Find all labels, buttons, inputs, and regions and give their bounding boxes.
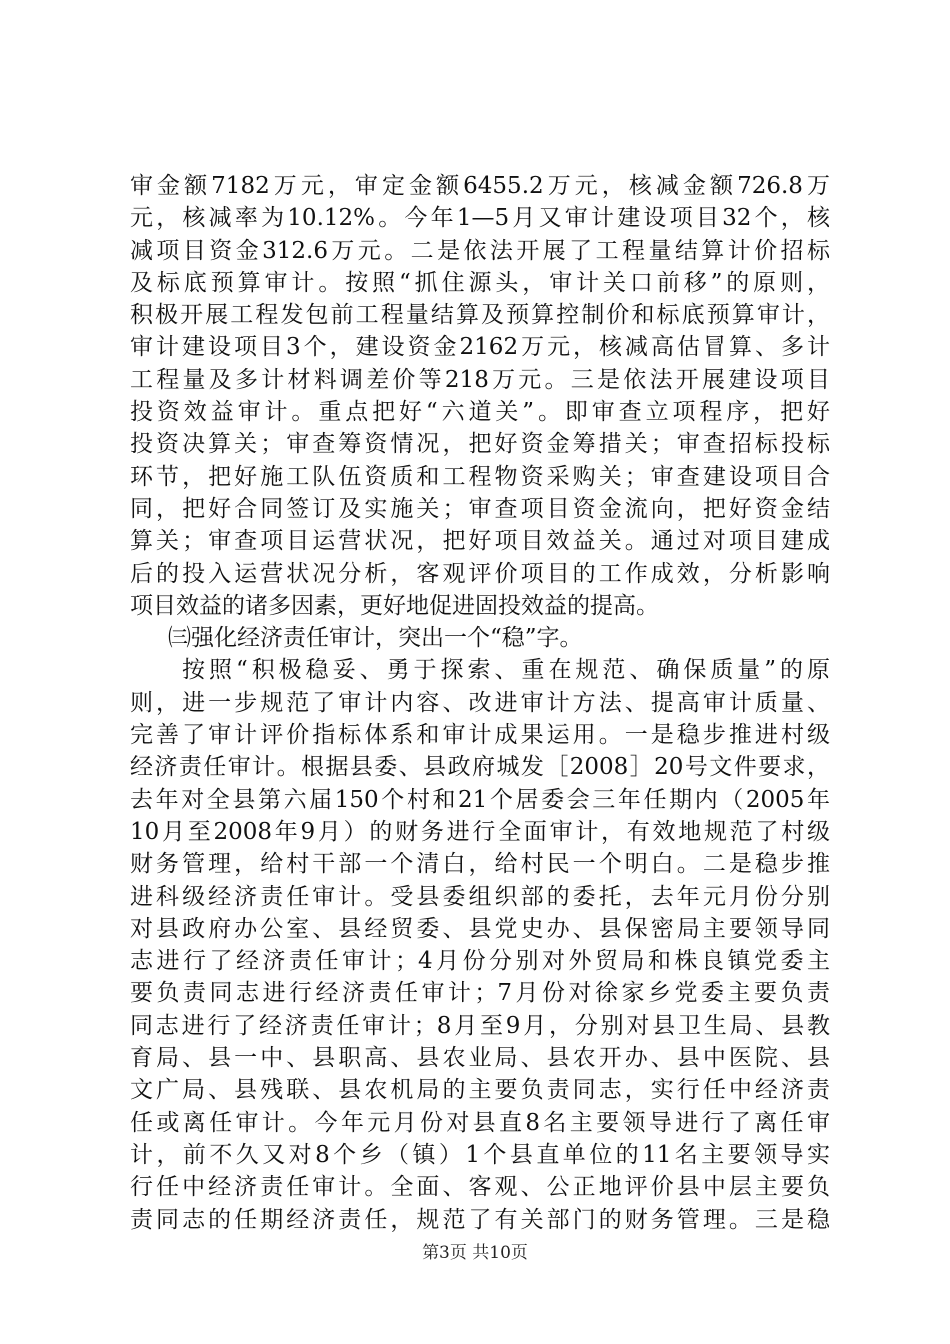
text-line: 及标底预算审计。按照“抓住源头，审计关口前移”的原则， [130,269,830,296]
text-line: 积极开展工程发包前工程量结算及预算控制价和标底预算审计， [130,302,830,329]
text-line: 完善了审计评价指标体系和审计成果运用。一是稳步推进村级 [130,722,830,749]
text-line: 文广局、县残联、县农机局的主要负责同志，实行任中经济责 [130,1077,830,1104]
text-line: 按照“积极稳妥、勇于探索、重在规范、确保质量”的原 [182,657,830,684]
text-line: 责同志的任期经济责任，规范了有关部门的财务管理。三是稳 [130,1206,830,1233]
text-line: 投资决算关；审查筹资情况，把好资金筹措关；审查招标投标 [130,431,830,458]
text-line: 算关；审查项目运营状况，把好项目效益关。通过对项目建成 [130,528,830,555]
text-line: 财务管理，给村干部一个清白，给村民一个明白。二是稳步推 [130,851,830,878]
text-line: 对县政府办公室、县经贸委、县党史办、县保密局主要领导同 [130,915,830,942]
text-line: 计，前不久又对8个乡（镇）1个县直单位的11名主要领导实 [130,1141,830,1168]
text-line: 则，进一步规范了审计内容、改进审计方法、提高审计质量、 [130,689,830,716]
text-line: 后的投入运营状况分析，客观评价项目的工作成效，分析影响 [130,560,830,587]
text-line: 环节，把好施工队伍资质和工程物资采购关；审查建设项目合 [130,463,830,490]
text-line: 进科级经济责任审计。受县委组织部的委托，去年元月份分别 [130,883,830,910]
text-line: 减项目资金312.6万元。二是依法开展了工程量结算计价招标 [130,237,830,264]
text-line: 投资效益审计。重点把好“六道关”。即审查立项程序，把好 [130,399,830,426]
text-line: 项目效益的诸多因素，更好地促进固投效益的提高。 [130,592,659,619]
text-line: 行任中经济责任审计。全面、客观、公正地评价县中层主要负 [130,1174,830,1201]
text-line: 育局、县一中、县职高、县农业局、县农开办、县中医院、县 [130,1045,830,1072]
text-line: 志进行了经济责任审计；4月份分别对外贸局和株良镇党委主 [130,948,830,975]
text-line: 经济责任审计。根据县委、县政府城发［2008］20号文件要求， [130,754,830,781]
text-line: 元，核减率为10.12%。今年1—5月又审计建设项目32个，核 [130,205,830,232]
text-line: 审金额7182万元，审定金额6455.2万元，核减金额726.8万 [130,173,830,199]
text-line: 同，把好合同签订及实施关；审查项目资金流向，把好资金结 [130,495,830,522]
page-footer: 第3页 共10页 [422,1243,528,1263]
text-line: 要负责同志进行经济责任审计；7月份对徐家乡党委主要负责 [130,980,830,1007]
text-line: 同志进行了经济责任审计；8月至9月，分别对县卫生局、县教 [130,1012,830,1039]
text-line: 去年对全县第六届150个村和21个居委会三年任期内（2005年 [130,786,830,813]
text-line: 审计建设项目3个，建设资金2162万元，核减高估冒算、多计 [130,334,830,361]
text-line: 工程量及多计材料调差价等218万元。三是依法开展建设项目 [130,366,830,393]
section-heading: ㈢强化经济责任审计，突出一个“稳”字。 [168,625,583,652]
text-line: 10月至2008年9月）的财务进行全面审计，有效地规范了村级 [130,818,830,845]
text-line: 任或离任审计。今年元月份对县直8名主要领导进行了离任审 [130,1109,830,1136]
body-text [130,170,830,1236]
